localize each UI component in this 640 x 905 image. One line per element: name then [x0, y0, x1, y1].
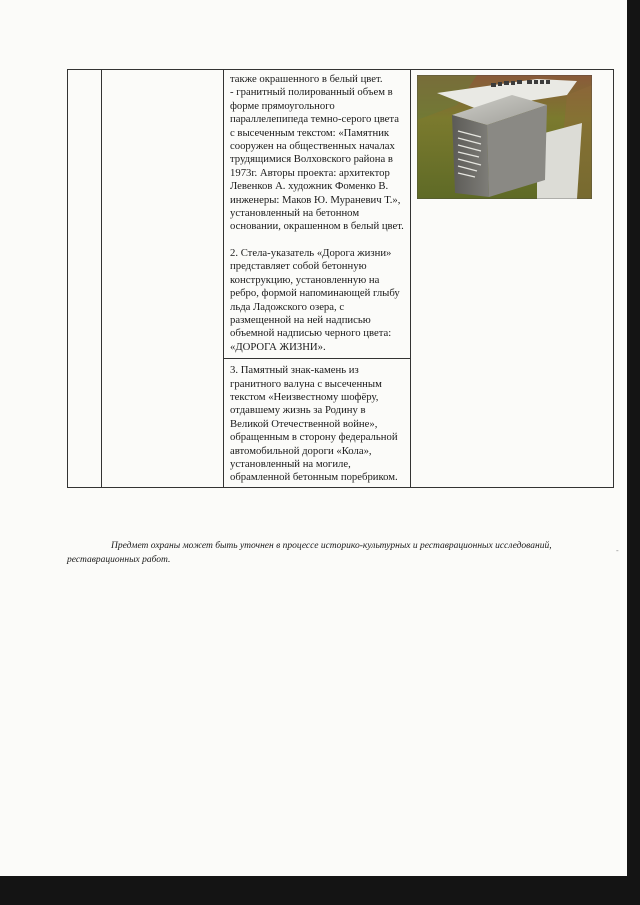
name-cell [102, 70, 224, 488]
monument-table [67, 69, 614, 488]
margin-mark: - [616, 546, 619, 555]
monument-description: также окрашенного в белый цвет. - гранитный полированный объем в форме прямоугольного параллелепипеда темно-серого цвета с высеченным текстом: «Памятник сооружен на общественных началах трудящимися Волховского района в 1973г. Авторы проекта: архитектор Левенков А. художник Фоменко В. инженеры: Маков Ю. Мураневич Т.», установленный на бетонном основании, окрашенном в белый цвет. [230, 73, 404, 233]
stela-description: 2. Стела-указатель «Дорога жизни» представляет собой бетонную конструкцию, установленную на ребро, формой напоминающей глыбу льда Ладожского озера, с размещенной на ней надписью объемной надписью черного цвета: «ДОРОГА ЖИЗНИ». [230, 246, 400, 353]
cell-divider [224, 358, 410, 359]
memorial-stone-description: 3. Памятный знак-камень из гранитного валуна с высеченным текстом «Неизвестному шофёру, отдавшему жизнь за Родину в Великой Отечественной войне», обращенным в сторону федеральной автомобильной дороги «Кола», установленный на могиле, обрамленной бетонным поребриком. [230, 364, 398, 484]
table-row [68, 70, 614, 488]
number-cell [68, 70, 102, 488]
description-cell [224, 70, 411, 488]
footer-note: Предмет охраны может быть уточнен в процессе историко-культурных и реставрационных исследований, реставрационных работ. [67, 541, 552, 565]
photo-cell [411, 70, 614, 488]
monument-photo [417, 75, 592, 199]
